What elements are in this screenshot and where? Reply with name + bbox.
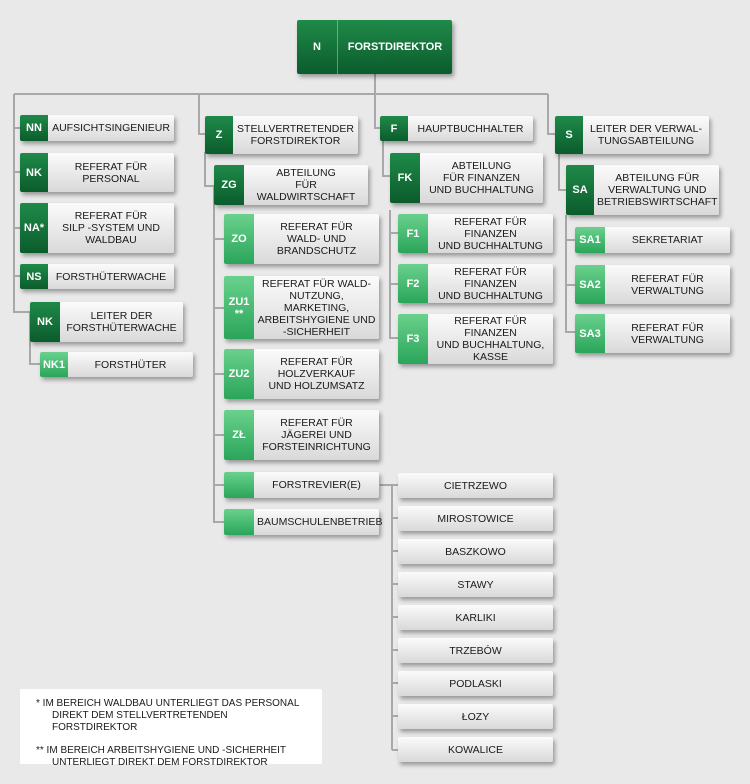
forstrevier-item: [398, 572, 553, 597]
root-code: N: [297, 20, 338, 74]
zg-box: [214, 165, 368, 205]
baumschule-box: [224, 509, 383, 535]
forstrevier-name: PODLASKI: [449, 677, 502, 690]
nk1-code: NK1: [40, 352, 68, 377]
zo-code: ZO: [224, 214, 254, 264]
zg-code: ZG: [214, 165, 244, 205]
nk-leiter-code: NK: [30, 302, 60, 342]
sa2-code: SA2: [575, 265, 605, 304]
fk-label: ABTEILUNG FÜR FINANZEN UND BUCHHALTUNG: [429, 160, 534, 196]
forstrevier-item: [398, 704, 553, 729]
fk-code: FK: [390, 153, 420, 203]
sa-box: [566, 165, 719, 215]
ns-code: NS: [20, 264, 48, 289]
zo-label: REFERAT FÜR WALD- UND BRANDSCHUTZ: [276, 221, 357, 257]
nn-box: [20, 115, 174, 141]
f2-code: F2: [398, 264, 428, 303]
sa3-box: [575, 314, 730, 353]
zu2-label: REFERAT FÜR HOLZVERKAUF UND HOLZUMSATZ: [268, 356, 365, 392]
sa1-label: SEKRETARIAT: [631, 234, 704, 246]
z-label: STELLVERTRETENDER FORSTDIREKTOR: [237, 123, 354, 147]
forstrevier-item: [398, 473, 553, 498]
nk-personal-label: REFERAT FÜR PERSONAL: [74, 160, 148, 185]
s-label: LEITER DER VERWAL- TUNGSABTEILUNG: [589, 123, 703, 147]
nk-leiter-label: LEITER DER FORSTHÜTERWACHE: [66, 310, 177, 334]
root-label: FORSTDIREKTOR: [347, 41, 443, 53]
forstrevier-name: STAWY: [457, 578, 494, 591]
na-label: REFERAT FÜR SILP -SYSTEM UND WALDBAU: [62, 210, 160, 246]
f-code: F: [380, 116, 408, 141]
baumschule-code: [224, 509, 254, 535]
nn-code: NN: [20, 115, 48, 141]
sa3-label: REFERAT FÜR VERWALTUNG: [631, 321, 704, 346]
s-code: S: [555, 116, 583, 154]
forstrevier-item: [398, 506, 553, 531]
zu2-box: [224, 349, 379, 399]
forstrevier-name: KOWALICE: [447, 743, 504, 756]
f-box: [380, 116, 533, 141]
ns-box: [20, 264, 174, 289]
z-box: [205, 116, 358, 154]
sa1-box: [575, 227, 730, 253]
forstrevier-name: KARLIKI: [455, 611, 496, 624]
ns-label: FORSTHÜTERWACHE: [55, 270, 167, 283]
nk-personal-code: NK: [20, 153, 48, 192]
sa-code: SA: [566, 165, 594, 215]
baumschule-label: BAUMSCHULENBETRIEB: [257, 516, 383, 528]
z-code: Z: [205, 116, 233, 154]
zu1-box: [224, 276, 379, 339]
f1-box: [398, 214, 553, 253]
f2-label: REFERAT FÜR FINANZEN UND BUCHHALTUNG: [438, 265, 543, 302]
sa1-code: SA1: [575, 227, 605, 253]
f3-box: [398, 314, 553, 364]
sa-label: ABTEILUNG FÜR VERWALTUNG UND BETRIEBSWIRTSCHAFT: [597, 172, 718, 208]
nk-personal-box: [20, 153, 174, 192]
zl-code: ZŁ: [224, 410, 254, 460]
zu2-code: ZU2: [224, 349, 254, 399]
f1-code: F1: [398, 214, 428, 253]
nn-label: AUFSICHTSINGENIEUR: [52, 122, 170, 134]
forstrevier-name: CIETRZEWO: [444, 479, 507, 492]
zl-label: REFERAT FÜR JÄGEREI UND FORSTEINRICHTUNG: [262, 417, 371, 453]
zu1-label: REFERAT FÜR WALD- NUTZUNG, MARKETING, ARBEITSHYGIENE UND -SICHERHEIT: [257, 277, 376, 338]
forstrevier-item: [398, 737, 553, 762]
nk1-box: [40, 352, 193, 377]
footnote-waldbau: * IM BEREICH WALDBAU UNTERLIEGT DAS PERSONAL DIREKT DEM STELLVERTRETENDEN FORSTDIREKTOR: [36, 698, 300, 733]
forstrevier-label: FORSTREVIER(E): [272, 479, 361, 491]
f-label: HAUPTBUCHHALTER: [417, 122, 524, 135]
nk1-label: FORSTHÜTER: [94, 358, 167, 371]
f1-label: REFERAT FÜR FINANZEN UND BUCHHALTUNG: [438, 215, 543, 252]
forstrevier-item: [398, 671, 553, 696]
f3-code: F3: [398, 314, 428, 364]
f2-box: [398, 264, 553, 303]
footnotes-box: [20, 689, 322, 768]
s-box: [555, 116, 709, 154]
zo-box: [224, 214, 379, 264]
zg-label: ABTEILUNG FÜR WALDWIRTSCHAFT: [256, 167, 356, 203]
sa2-label: REFERAT FÜR VERWALTUNG: [631, 272, 704, 297]
forstrevier-name: BASZKOWO: [445, 545, 506, 558]
zu1-code: ZU1 **: [224, 276, 254, 339]
forstrevier-item: [398, 638, 553, 663]
forstrevier-name: TRZEBÓW: [449, 644, 502, 657]
zl-box: [224, 410, 379, 460]
footnote-arbeitshygiene: ** IM BEREICH ARBEITSHYGIENE UND -SICHERHEIT UNTERLIEGT DIREKT DEM FORSTDIREKTOR: [36, 745, 287, 768]
f3-label: REFERAT FÜR FINANZEN UND BUCHHALTUNG, KASSE: [436, 315, 545, 363]
nk-leiter-box: [30, 302, 183, 342]
forstrevier-name: ŁOZY: [461, 710, 490, 723]
sa2-box: [575, 265, 730, 304]
forstrevier-item: [398, 605, 553, 630]
forstrevier-code: [224, 472, 254, 498]
sa3-code: SA3: [575, 314, 605, 353]
na-box: [20, 203, 174, 253]
na-code: NA*: [20, 203, 48, 253]
forstrevier-name: MIROSTOWICE: [437, 512, 514, 525]
forstrevier-item: [398, 539, 553, 564]
forstdirektor-box: [297, 20, 452, 74]
fk-box: [390, 153, 543, 203]
forstrevier-box: [224, 472, 379, 498]
